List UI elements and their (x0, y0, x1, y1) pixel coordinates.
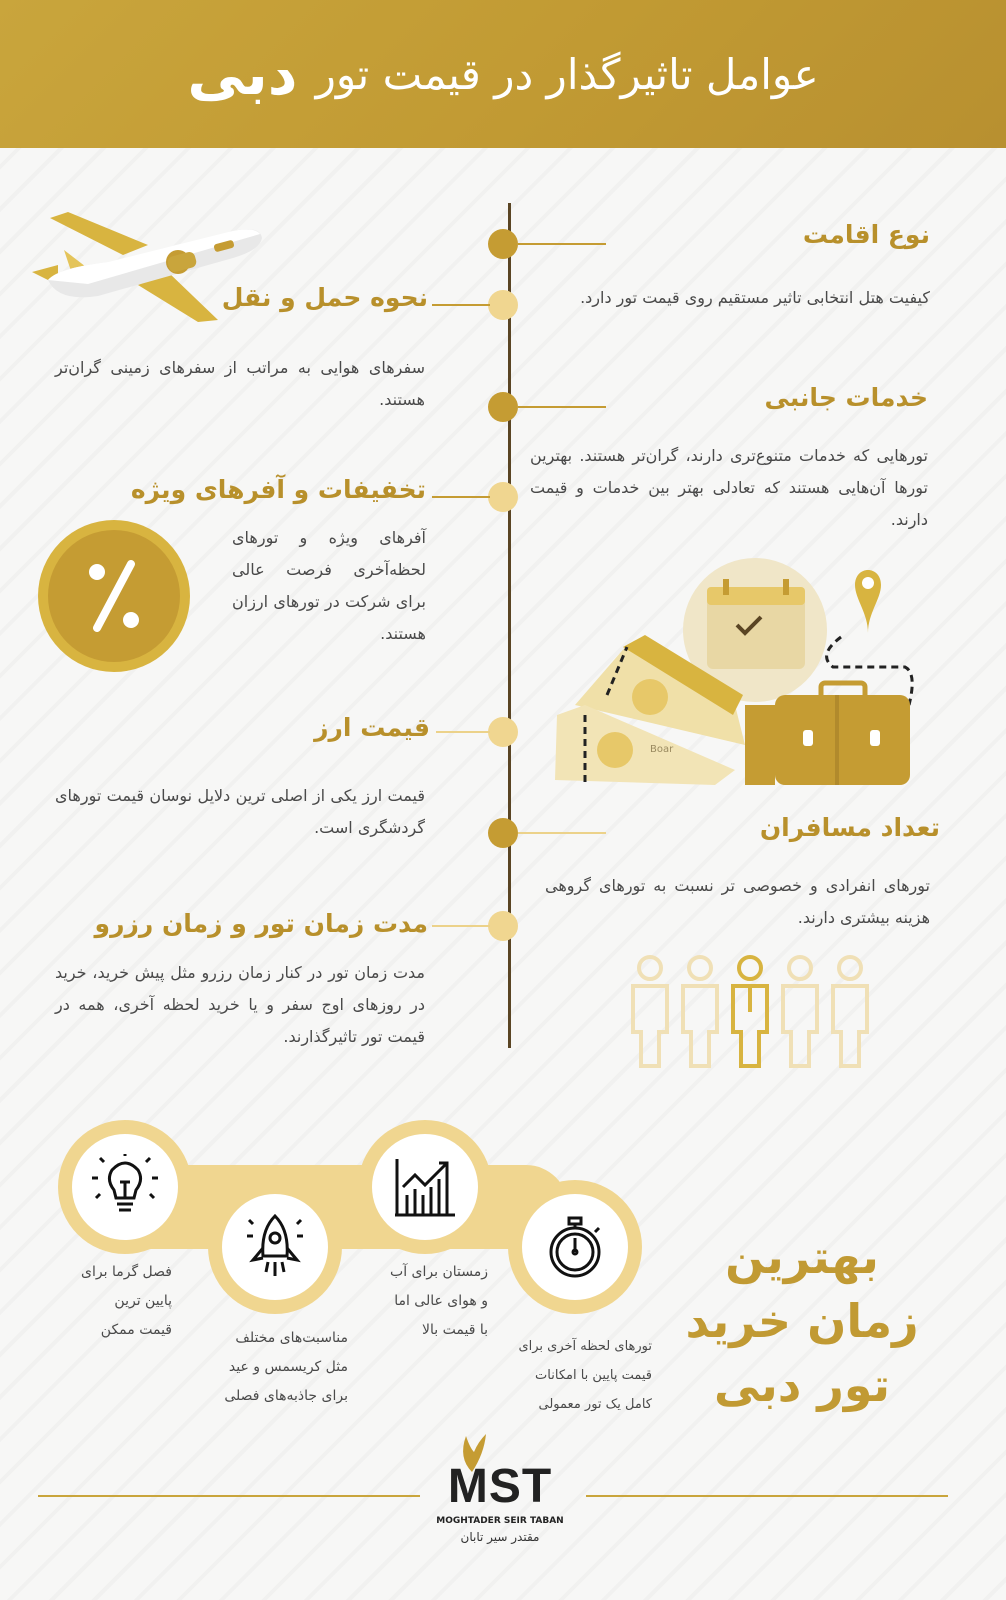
chain-circle-inner-2 (222, 1194, 328, 1300)
connector-services (518, 406, 606, 408)
heading-services: خدمات جانبی (764, 383, 928, 412)
desc-transport: سفرهای هوایی به مراتب از سفرهای زمینی گران‌تر هستند. (55, 358, 425, 409)
chain-circle-inner-1 (72, 1134, 178, 1240)
heading-duration: مدت زمان تور و زمان رزرو (94, 909, 428, 938)
chain-text-1 (50, 1258, 172, 1345)
rocket-icon (245, 1214, 305, 1280)
chain-text-3-line-2: و هوای عالی اما (394, 1293, 488, 1309)
best-time-title (672, 1225, 932, 1417)
suitcase-icon (775, 695, 910, 785)
timeline-dot-transport (488, 290, 518, 320)
page-title-highlight: دبی (187, 40, 298, 108)
chain-text-4-line-1: تورهای لحظه آخری برای (518, 1339, 652, 1354)
connector-currency (436, 731, 490, 733)
footer-divider-left (38, 1495, 420, 1497)
stopwatch-icon (545, 1214, 605, 1280)
desc-currency: قیمت ارز یکی از اصلی ترین دلایل نوسان قیمت تورهای گردشگری است. (55, 786, 425, 837)
timeline-dot-travelers (488, 818, 518, 848)
location-pin-icon (855, 570, 881, 633)
connector-accommodation (518, 243, 606, 245)
chain-text-4-line-2: قیمت پایین با امکانات (535, 1368, 652, 1383)
company-name-fa: مقتدر سیر تابان (460, 1530, 540, 1544)
footer-divider-right (586, 1495, 948, 1497)
people-group-icon (625, 952, 875, 1070)
connector-duration (432, 925, 490, 927)
timeline-dot-discounts (488, 482, 518, 512)
chain-text-3-line-3: با قیمت بالا (422, 1322, 488, 1338)
heading-travelers: تعداد مسافران (759, 813, 940, 842)
heading-accommodation: نوع اقامت (802, 220, 930, 249)
page-title (0, 0, 1006, 148)
chain-text-2-line-2: مثل کریسمس و عید (228, 1359, 348, 1375)
chain-text-2-line-3: برای جاذبه‌های فصلی (224, 1388, 348, 1404)
chain-circle-inner-4 (522, 1194, 628, 1300)
chain-text-4-line-3: کامل یک تور معمولی (538, 1397, 652, 1412)
chain-text-2-line-1: مناسبت‌های مختلف (235, 1330, 348, 1346)
connector-travelers (518, 832, 606, 834)
percent-icon (79, 556, 149, 636)
connector-transport (432, 304, 490, 306)
chain-text-3 (350, 1258, 488, 1345)
page-title-main: عوامل تاثیرگذار در قیمت تور (315, 49, 819, 99)
desc-accommodation: کیفیت هتل انتخابی تاثیر مستقیم روی قیمت تور دارد. (580, 288, 930, 307)
best-time-title-line-3: تور دبی (713, 1358, 891, 1412)
heading-transport: نحوه حمل و نقل (221, 283, 428, 312)
best-time-title-line-2: زمان خرید (685, 1294, 919, 1348)
chain-text-1-line-1: فصل گرما برای (81, 1264, 172, 1280)
airplane-icon (28, 210, 268, 325)
timeline-dot-services (488, 392, 518, 422)
svg-text:Boar: Boar (650, 744, 674, 755)
logo-text: MST (447, 1460, 553, 1513)
percent-badge (48, 530, 180, 662)
company-name-en: MOGHTADER SEIR TABAN (436, 1516, 564, 1526)
heading-currency: قیمت ارز (314, 713, 430, 742)
travel-illustration (555, 555, 915, 785)
timeline-dot-accommodation (488, 229, 518, 259)
best-time-title-line-1: بهترین (725, 1230, 879, 1284)
timeline-dot-currency (488, 717, 518, 747)
desc-services: تورهایی که خدمات متنوع‌تری دارند، گران‌تر هستند. بهترین تورها آن‌هایی هستند که تعادلی بهتر بین خدمات و قیمت دارند. (530, 446, 928, 529)
chain-text-3-line-1: زمستان برای آب (390, 1264, 488, 1280)
chain-text-2 (196, 1324, 348, 1411)
chain-text-4 (490, 1332, 652, 1419)
timeline-dot-duration (488, 911, 518, 941)
desc-duration: مدت زمان تور در کنار زمان رزرو مثل پیش خرید، خرید در روزهای اوج سفر و یا خرید لحظه آخری، همه در قیمت تور تاثیرگذارند. (55, 963, 425, 1046)
chain-text-1-line-3: قیمت ممکن (100, 1322, 172, 1338)
desc-travelers: تورهای انفرادی و خصوصی تر نسبت به تورهای گروهی هزینه بیشتری دارند. (545, 876, 930, 927)
lightbulb-icon (92, 1154, 158, 1220)
chain-text-1-line-2: پایین ترین (114, 1293, 172, 1309)
chain-circle-inner-3 (372, 1134, 478, 1240)
chart-icon (393, 1157, 457, 1217)
connector-discounts (432, 496, 490, 498)
heading-discounts: تخفیفات و آفرهای ویژه (130, 475, 426, 504)
desc-discounts: آفرهای ویژه و تورهای لحظه‌آخری فرصت عالی برای شرکت در تورهای ارزان هستند. (232, 528, 426, 643)
